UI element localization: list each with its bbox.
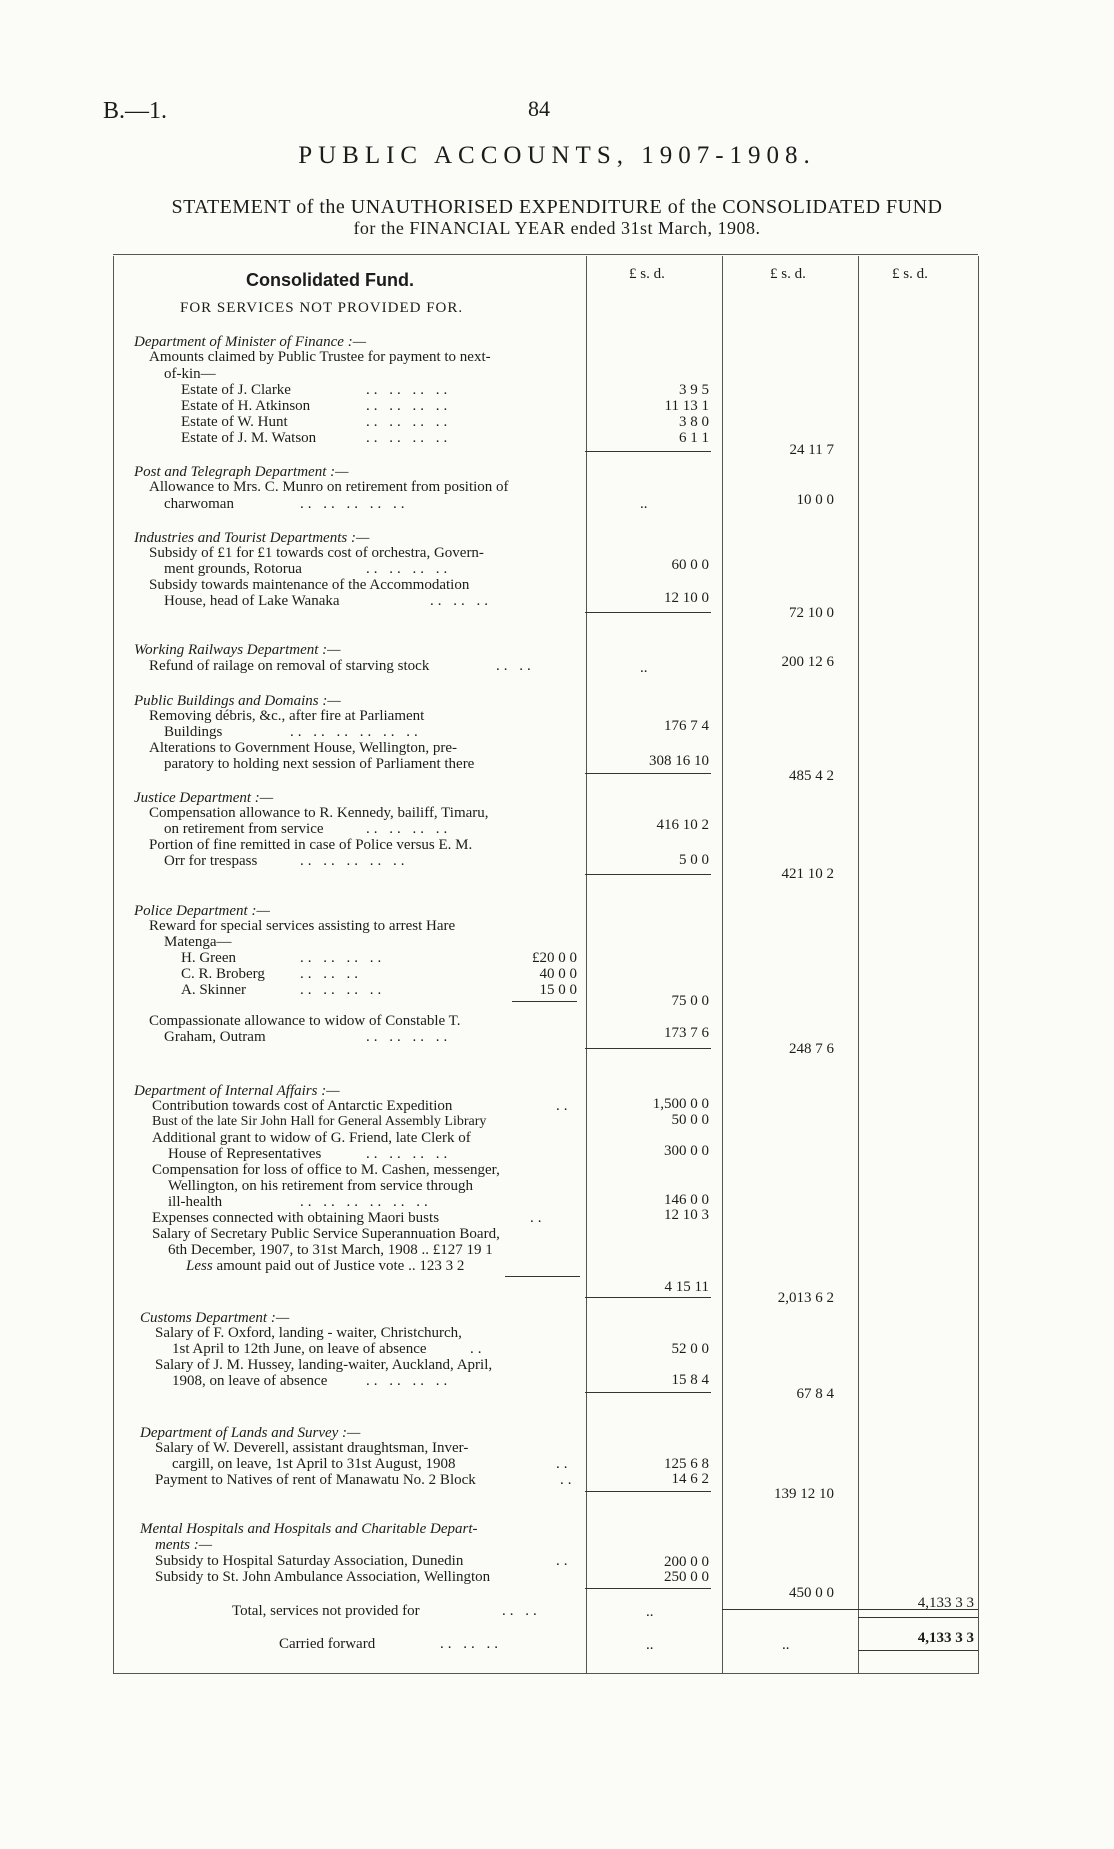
dept-total: 421 10 2 <box>781 866 834 882</box>
item-text: Allowance to Mrs. C. Munro on retirement from position of <box>149 479 509 495</box>
grand-total-c1: .. <box>646 1604 654 1620</box>
amount: 200 0 0 <box>664 1554 709 1570</box>
item-text: Subsidy to St. John Ambulance Association, Wellington <box>155 1569 491 1585</box>
item-text: Amounts claimed by Public Trustee for payment to next- <box>149 349 491 365</box>
amount: .. <box>640 496 648 512</box>
amount: 12 10 3 <box>664 1207 709 1223</box>
dept-total: 24 11 7 <box>789 442 834 458</box>
item-text: Orr for trespass <box>164 853 258 869</box>
item-text: ill-health <box>168 1194 223 1210</box>
leader-dots: .. .. .. .. <box>366 430 452 446</box>
table-left-border <box>113 256 114 1674</box>
amount: 75 0 0 <box>671 993 709 1009</box>
leader-dots: .. .. <box>502 1603 541 1619</box>
leader-dots: .. <box>560 1472 576 1488</box>
item-text: Contribution towards cost of Antarctic Expedition <box>152 1098 453 1114</box>
dept-total: 450 0 0 <box>789 1585 834 1601</box>
item-text: ment grounds, Rotorua <box>164 561 302 577</box>
leader-dots: .. .. .. .. <box>366 398 452 414</box>
carried-forward-c2: .. <box>782 1637 790 1653</box>
item-text: Removing débris, &c., after fire at Parliament <box>149 708 425 724</box>
column-divider <box>586 256 587 1674</box>
leader-dots: .. .. <box>496 658 535 674</box>
item-text: Expenses connected with obtaining Maori busts <box>152 1210 440 1226</box>
item-text-emphasis: Less <box>186 1258 213 1274</box>
dept-total: 139 12 10 <box>774 1486 834 1502</box>
leader-dots: .. .. .. .. <box>366 414 452 430</box>
dept-heading: Post and Telegraph Department :— <box>134 464 349 480</box>
document-reference: B.—1. <box>103 98 168 124</box>
amount: 3 9 5 <box>679 382 709 398</box>
carried-forward-c1: .. <box>646 1637 654 1653</box>
dept-heading: Department of Internal Affairs :— <box>134 1083 340 1099</box>
fund-title: Consolidated Fund. <box>246 270 414 290</box>
subtotal-rule <box>585 1588 711 1589</box>
item-text: House of Representatives <box>168 1146 322 1162</box>
section-subtitle: FOR SERVICES NOT PROVIDED FOR. <box>180 300 464 316</box>
leader-dots: .. .. .. .. <box>300 982 386 998</box>
amount: 6 1 1 <box>679 430 709 446</box>
item-text: Salary of F. Oxford, landing - waiter, Christchurch, <box>155 1325 462 1341</box>
item-text: Estate of J. Clarke <box>181 382 291 398</box>
item-text: of-kin— <box>164 366 216 382</box>
subtotal-rule <box>585 874 711 875</box>
amount: 11 13 1 <box>664 398 709 414</box>
column-divider <box>722 256 723 1674</box>
item-text: Estate of J. M. Watson <box>181 430 317 446</box>
leader-dots: .. .. .. <box>430 593 492 609</box>
item-text: House, head of Lake Wanaka <box>164 593 340 609</box>
total-rule <box>858 1617 978 1618</box>
leader-dots: .. <box>556 1553 572 1569</box>
item-text: C. R. Broberg <box>181 966 265 982</box>
dept-total: 200 12 6 <box>781 654 834 670</box>
dept-heading: Industries and Tourist Departments :— <box>134 530 370 546</box>
page-number: 84 <box>528 96 550 121</box>
amount: 1,500 0 0 <box>652 1096 709 1112</box>
dept-total: 485 4 2 <box>789 768 834 784</box>
item-text: Graham, Outram <box>164 1029 266 1045</box>
amount: £20 0 0 <box>532 950 577 966</box>
item-text: Additional grant to widow of G. Friend, late Clerk of <box>152 1130 471 1146</box>
column-divider <box>858 256 859 1674</box>
grand-total-amount: 4,133 3 3 <box>917 1595 974 1611</box>
leader-dots: .. <box>470 1341 486 1357</box>
statement-subtitle-line1: STATEMENT of the UNAUTHORISED EXPENDITURE of the CONSOLIDATED FUND <box>171 196 943 218</box>
dept-heading: Customs Department :— <box>140 1310 290 1326</box>
amount: 146 0 0 <box>664 1192 709 1208</box>
leader-dots: .. .. .. .. .. <box>300 853 409 869</box>
dept-total: 67 8 4 <box>796 1386 834 1402</box>
column-header-3: £ s. d. <box>892 266 928 282</box>
item-text: H. Green <box>181 950 236 966</box>
amount: 52 0 0 <box>671 1341 709 1357</box>
item-text: Compensation for loss of office to M. Cashen, messenger, <box>152 1162 500 1178</box>
dept-total: 248 7 6 <box>789 1041 834 1057</box>
amount: 4 15 11 <box>664 1279 709 1295</box>
dept-total: 10 0 0 <box>796 492 834 508</box>
leader-dots: .. .. .. .. <box>366 1146 452 1162</box>
item-text: Compensation allowance to R. Kennedy, bailiff, Timaru, <box>149 805 489 821</box>
total-rule <box>858 1650 978 1651</box>
subtotal-rule <box>585 1392 711 1393</box>
item-text: Portion of fine remitted in case of Police versus E. M. <box>149 837 473 853</box>
leader-dots: .. .. .. .. <box>300 950 386 966</box>
amount: 173 7 6 <box>664 1025 709 1041</box>
amount: 308 16 10 <box>649 753 709 769</box>
leader-dots: .. <box>530 1210 546 1226</box>
subtotal-rule <box>505 1276 580 1277</box>
subtotal-rule <box>585 1297 711 1298</box>
dept-heading: Justice Department :— <box>134 790 274 806</box>
amount: 12 10 0 <box>664 590 709 606</box>
dept-heading: Department of Minister of Finance :— <box>134 334 367 350</box>
amount: 125 6 8 <box>664 1456 709 1472</box>
leader-dots: .. <box>556 1098 572 1114</box>
amount: 60 0 0 <box>671 557 709 573</box>
grand-total-label: Total, services not provided for <box>232 1603 420 1619</box>
dept-heading: Police Department :— <box>134 903 270 919</box>
item-text: Subsidy of £1 for £1 towards cost of orchestra, Govern- <box>149 545 484 561</box>
carried-forward-label: Carried forward <box>279 1636 376 1652</box>
leader-dots: .. .. .. .. .. .. <box>300 1194 432 1210</box>
leader-dots: .. .. .. <box>300 966 362 982</box>
leader-dots: .. .. .. .. <box>366 382 452 398</box>
item-text: Estate of W. Hunt <box>181 414 288 430</box>
dept-total: 72 10 0 <box>789 605 834 621</box>
leader-dots: .. <box>556 1456 572 1472</box>
column-header-2: £ s. d. <box>770 266 806 282</box>
item-text: Compassionate allowance to widow of Constable T. <box>149 1013 461 1029</box>
amount: 14 6 2 <box>671 1471 709 1487</box>
amount: 40 0 0 <box>539 966 577 982</box>
leader-dots: .. .. .. .. <box>366 821 452 837</box>
item-text: amount paid out of Justice vote .. 123 3 2 <box>216 1258 465 1274</box>
amount: 15 0 0 <box>539 982 577 998</box>
item-text: Wellington, on his retirement from service through <box>168 1178 473 1194</box>
carried-forward-amount: 4,133 3 3 <box>917 1630 974 1646</box>
item-text <box>186 1258 464 1274</box>
subtotal-rule <box>585 451 711 452</box>
item-text: charwoman <box>164 496 234 512</box>
subtotal-rule <box>585 1048 711 1049</box>
dept-heading: Public Buildings and Domains :— <box>134 693 341 709</box>
dept-heading: Department of Lands and Survey :— <box>140 1425 361 1441</box>
column-header-1: £ s. d. <box>629 266 665 282</box>
item-text: Salary of J. M. Hussey, landing-waiter, Auckland, April, <box>155 1357 493 1373</box>
item-text: Salary of W. Deverell, assistant draughtsman, Inver- <box>155 1440 469 1456</box>
page-title: PUBLIC ACCOUNTS, 1907-1908. <box>298 142 816 169</box>
item-text: on retirement from service <box>164 821 324 837</box>
subtotal-rule <box>512 1001 577 1002</box>
amount: 300 0 0 <box>664 1143 709 1159</box>
amount: .. <box>640 660 648 676</box>
item-text: Refund of railage on removal of starving stock <box>149 658 430 674</box>
amount: 3 8 0 <box>679 414 709 430</box>
amount: 176 7 4 <box>664 718 709 734</box>
item-text: Alterations to Government House, Wellington, pre- <box>149 740 458 756</box>
subtotal-rule <box>585 1491 711 1492</box>
item-text: 1st April to 12th June, on leave of absence <box>172 1341 427 1357</box>
item-text: 1908, on leave of absence <box>172 1373 328 1389</box>
table-bottom-border <box>113 1673 978 1674</box>
item-text: cargill, on leave, 1st April to 31st August, 1908 <box>172 1456 456 1472</box>
item-text: Estate of H. Atkinson <box>181 398 311 414</box>
leader-dots: .. .. .. .. <box>366 1373 452 1389</box>
item-text: Payment to Natives of rent of Manawatu No. 2 Block <box>155 1472 476 1488</box>
amount: 15 8 4 <box>671 1372 709 1388</box>
statement-subtitle-line2: for the FINANCIAL YEAR ended 31st March, 1908. <box>353 218 761 238</box>
table-right-border <box>978 256 979 1674</box>
leader-dots: .. .. .. .. .. .. <box>290 724 422 740</box>
item-text: Matenga— <box>164 934 232 950</box>
item-text: Reward for special services assisting to arrest Hare <box>149 918 456 934</box>
item-text: Subsidy to Hospital Saturday Association, Dunedin <box>155 1553 464 1569</box>
amount: 50 0 0 <box>671 1112 709 1128</box>
item-text: Bust of the late Sir John Hall for General Assembly Library <box>152 1114 487 1129</box>
amount: 416 10 2 <box>656 817 709 833</box>
item-text: Salary of Secretary Public Service Superannuation Board, <box>152 1226 500 1242</box>
leader-dots: .. .. .. .. <box>366 1029 452 1045</box>
table-top-border <box>113 254 978 255</box>
item-text: Subsidy towards maintenance of the Accommodation <box>149 577 470 593</box>
item-text: Buildings <box>164 724 223 740</box>
item-text: paratory to holding next session of Parliament there <box>164 756 475 772</box>
dept-total: 2,013 6 2 <box>777 1290 834 1306</box>
dept-heading: ments :— <box>155 1537 213 1553</box>
dept-heading: Working Railways Department :— <box>134 642 341 658</box>
leader-dots: .. .. .. .. .. <box>300 496 409 512</box>
leader-dots: .. .. .. .. <box>366 561 452 577</box>
amount: 250 0 0 <box>664 1569 709 1585</box>
dept-heading: Mental Hospitals and Hospitals and Charitable Depart- <box>140 1521 478 1537</box>
subtotal-rule <box>585 612 711 613</box>
subtotal-rule <box>585 773 711 774</box>
item-text: A. Skinner <box>181 982 246 998</box>
item-text: 6th December, 1907, to 31st March, 1908 .. £127 19 1 <box>168 1242 493 1258</box>
leader-dots: .. .. .. <box>440 1636 502 1652</box>
amount: 5 0 0 <box>679 852 709 868</box>
